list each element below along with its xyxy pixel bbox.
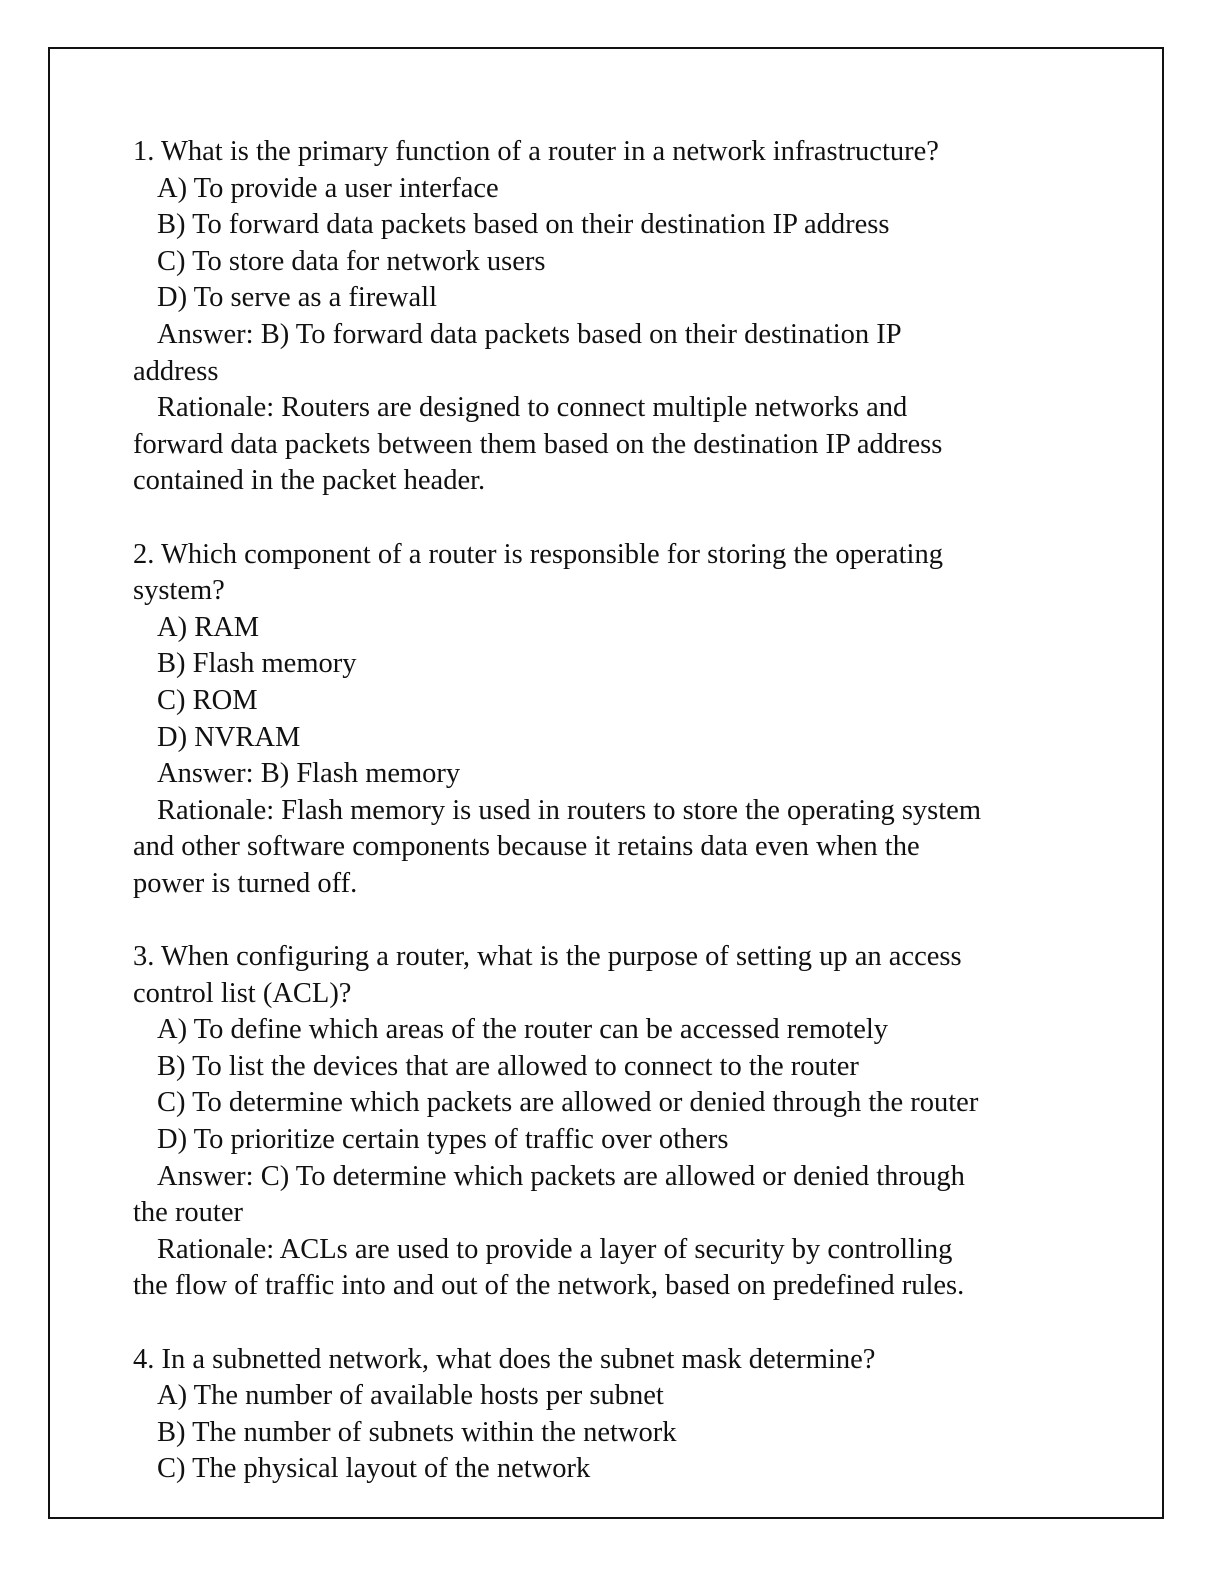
question-text-continued: system? — [133, 575, 225, 607]
option-a: A) To define which areas of the router can be accessed remotely — [157, 1014, 889, 1046]
question-2 — [133, 537, 1093, 903]
answer-line-continued: the router — [133, 1197, 243, 1229]
rationale-line-continued: forward data packets between them based on the destination IP address — [133, 428, 943, 460]
rationale-line-continued: the flow of traffic into and out of the network, based on predefined rules. — [133, 1270, 965, 1302]
rationale-line: Rationale: Flash memory is used in routers to store the operating system — [157, 794, 981, 826]
question-1 — [133, 134, 1093, 500]
question-3 — [133, 939, 1093, 1305]
option-c: C) To store data for network users — [157, 245, 546, 277]
option-c: C) The physical layout of the network — [157, 1453, 591, 1485]
rationale-line: Rationale: Routers are designed to connect multiple networks and — [157, 392, 908, 424]
question-text-continued: control list (ACL)? — [133, 977, 352, 1009]
document-body — [133, 134, 1093, 1525]
question-text: 3. When configuring a router, what is the purpose of setting up an access — [133, 941, 962, 973]
option-c: C) ROM — [157, 684, 258, 716]
option-d: D) To serve as a firewall — [157, 282, 437, 314]
option-b: B) Flash memory — [157, 648, 357, 680]
option-d: D) NVRAM — [157, 721, 301, 753]
rationale-line-continued: contained in the packet header. — [133, 465, 486, 497]
question-text: 1. What is the primary function of a router in a network infrastructure? — [133, 136, 939, 167]
option-a: A) The number of available hosts per subnet — [157, 1380, 664, 1412]
answer-line: Answer: C) To determine which packets are allowed or denied through — [157, 1160, 965, 1192]
answer-line: Answer: B) Flash memory — [157, 758, 461, 790]
question-text: 2. Which component of a router is responsible for storing the operating — [133, 538, 943, 570]
rationale-line: Rationale: ACLs are used to provide a layer of security by controlling — [157, 1233, 953, 1265]
question-4 — [133, 1342, 1093, 1488]
option-a: A) RAM — [157, 611, 260, 643]
question-text: 4. In a subnetted network, what does the subnet mask determine? — [133, 1343, 876, 1375]
option-b: B) The number of subnets within the network — [157, 1416, 677, 1448]
rationale-line-continued: power is turned off. — [133, 867, 358, 899]
option-a: A) To provide a user interface — [157, 172, 499, 204]
rationale-line-continued: and other software components because it retains data even when the — [133, 831, 920, 863]
option-b: B) To list the devices that are allowed to connect to the router — [157, 1050, 859, 1082]
answer-line: Answer: B) To forward data packets based on their destination IP — [157, 318, 902, 350]
option-b: B) To forward data packets based on their destination IP address — [157, 209, 890, 241]
option-c: C) To determine which packets are allowed or denied through the router — [157, 1087, 979, 1119]
answer-line-continued: address — [133, 355, 219, 387]
option-d: D) To prioritize certain types of traffic over others — [157, 1124, 729, 1156]
